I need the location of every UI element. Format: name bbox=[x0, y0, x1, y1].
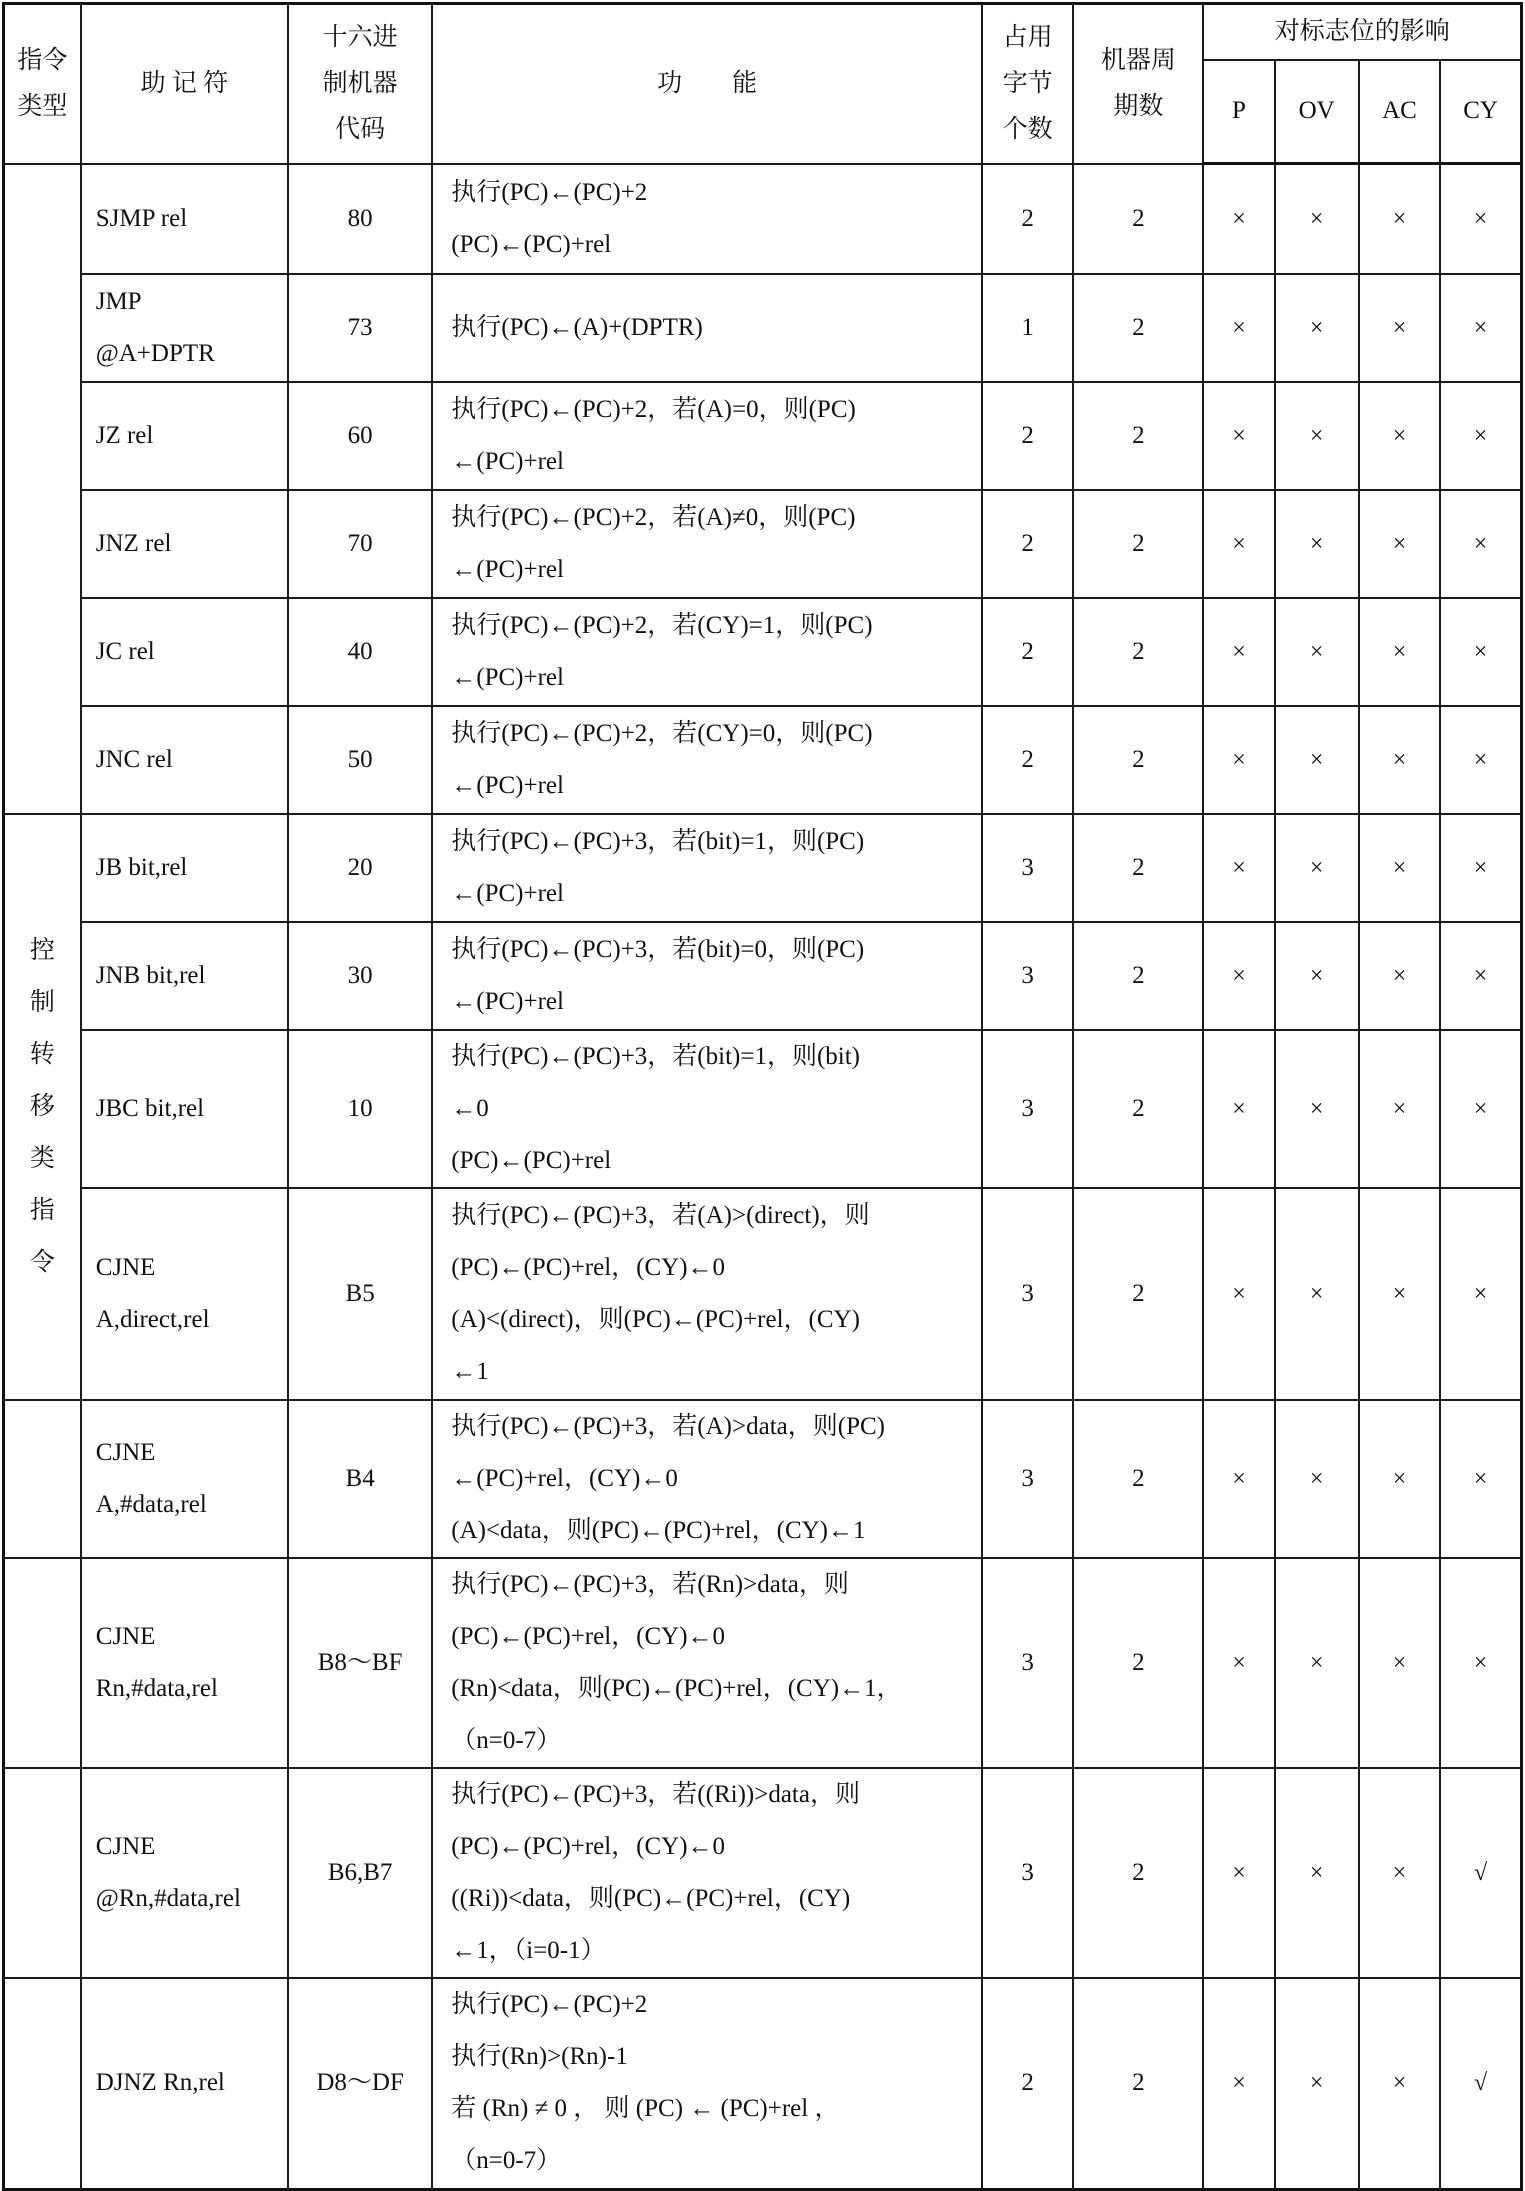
table-row bbox=[4, 1400, 1522, 1558]
function-line: 执行(PC)←(PC)+2 bbox=[451, 178, 648, 206]
header-type-col: 指令 类型 bbox=[4, 4, 81, 164]
flag-ac-cell: × bbox=[1359, 1768, 1440, 1978]
flag-cy-cell: × bbox=[1440, 598, 1521, 706]
mnemonic-line: CJNE bbox=[95, 1253, 156, 1281]
function-line: ←0 bbox=[451, 1094, 489, 1122]
table-row bbox=[4, 382, 1522, 490]
cycles-cell: 2 bbox=[1073, 1188, 1203, 1400]
mnemonic-line: JNB bit,rel bbox=[95, 961, 206, 989]
table-row bbox=[4, 1558, 1522, 1768]
mnemonic-line: DJNZ Rn,rel bbox=[95, 2069, 225, 2097]
bytes-cell: 2 bbox=[982, 164, 1073, 274]
function-cell bbox=[432, 382, 982, 490]
category-char: 制 bbox=[29, 988, 55, 1016]
flag-p-cell: × bbox=[1203, 382, 1274, 490]
mnemonic-line: A,direct,rel bbox=[95, 1305, 210, 1333]
flag-p-cell: × bbox=[1203, 922, 1274, 1030]
cycles-cell: 2 bbox=[1073, 274, 1203, 382]
function-line: 执行(PC)←(PC)+3，若(bit)=1，则(PC) bbox=[451, 827, 865, 855]
flag-ov-cell: × bbox=[1275, 1978, 1359, 2190]
table-row bbox=[4, 1978, 1522, 2190]
function-cell bbox=[432, 1030, 982, 1188]
category-char: 指 bbox=[29, 1196, 55, 1224]
header-bytes: 占用 字节 个数 bbox=[982, 4, 1073, 164]
cycles-cell: 2 bbox=[1073, 382, 1203, 490]
hex-code-cell: 80 bbox=[288, 164, 432, 274]
function-line: 执行(PC)←(PC)+3，若(A)>data，则(PC) bbox=[451, 1412, 885, 1440]
function-line: 执行(PC)←(PC)+2，若(A)≠0，则(PC) bbox=[451, 503, 856, 531]
flag-ov-cell: × bbox=[1275, 274, 1359, 382]
function-line: (A)<(direct)，则(PC)←(PC)+rel，(CY) bbox=[451, 1305, 860, 1333]
flag-p-cell: × bbox=[1203, 1558, 1274, 1768]
category-char: 控 bbox=[29, 936, 55, 964]
bytes-cell: 2 bbox=[982, 1978, 1073, 2190]
flag-cy-cell: × bbox=[1440, 1400, 1521, 1558]
hex-code-cell: B8～BF bbox=[288, 1558, 432, 1768]
table-row bbox=[4, 164, 1522, 274]
function-cell bbox=[432, 706, 982, 814]
flag-p-cell: × bbox=[1203, 274, 1274, 382]
function-cell bbox=[432, 1558, 982, 1768]
flag-cy-cell: × bbox=[1440, 274, 1521, 382]
category-cell bbox=[4, 164, 81, 814]
header-hex-code: 十六进 制机器 代码 bbox=[288, 4, 432, 164]
bytes-cell: 2 bbox=[982, 598, 1073, 706]
flag-ov-cell: × bbox=[1275, 382, 1359, 490]
flag-p-cell: × bbox=[1203, 1030, 1274, 1188]
table-row bbox=[4, 706, 1522, 814]
bytes-cell: 2 bbox=[982, 706, 1073, 814]
category-char: 类 bbox=[29, 1144, 55, 1172]
cycles-cell: 2 bbox=[1073, 814, 1203, 922]
header-flags-group: 对标志位的影响 bbox=[1203, 4, 1521, 60]
flag-p-cell: × bbox=[1203, 1978, 1274, 2190]
header-cycles: 机器周 期数 bbox=[1073, 4, 1203, 164]
bytes-cell: 3 bbox=[982, 1558, 1073, 1768]
flag-cy-cell: × bbox=[1440, 490, 1521, 598]
hex-code-cell: B5 bbox=[288, 1188, 432, 1400]
function-cell bbox=[432, 1768, 982, 1978]
function-line: ←(PC)+rel bbox=[451, 771, 564, 799]
function-cell bbox=[432, 1978, 982, 2190]
category-cell bbox=[4, 1558, 81, 1768]
mnemonic-cell bbox=[81, 1978, 288, 2190]
mnemonic-line: JNZ rel bbox=[95, 529, 172, 557]
flag-ov-cell: × bbox=[1275, 814, 1359, 922]
function-cell bbox=[432, 490, 982, 598]
flag-ov-cell: × bbox=[1275, 490, 1359, 598]
table-row bbox=[4, 274, 1522, 382]
function-line: 执行(PC)←(PC)+2 bbox=[451, 1991, 648, 2019]
category-cell bbox=[4, 814, 81, 1400]
cycles-cell: 2 bbox=[1073, 164, 1203, 274]
category-char: 转 bbox=[29, 1040, 55, 1068]
table-row bbox=[4, 814, 1522, 922]
function-line: ←(PC)+rel bbox=[451, 879, 564, 907]
hex-code-cell: B6,B7 bbox=[288, 1768, 432, 1978]
bytes-cell: 2 bbox=[982, 490, 1073, 598]
function-line: (PC)←(PC)+rel bbox=[451, 230, 612, 258]
flag-ac-cell: × bbox=[1359, 382, 1440, 490]
hex-code-cell: D8～DF bbox=[288, 1978, 432, 2190]
flag-ov-cell: × bbox=[1275, 706, 1359, 814]
flag-cy-cell: × bbox=[1440, 706, 1521, 814]
mnemonic-cell bbox=[81, 274, 288, 382]
bytes-cell: 3 bbox=[982, 1400, 1073, 1558]
mnemonic-line: @Rn,#data,rel bbox=[95, 1884, 241, 1912]
flag-ac-cell: × bbox=[1359, 922, 1440, 1030]
function-line: ←(PC)+rel bbox=[451, 555, 564, 583]
mnemonic-cell bbox=[81, 922, 288, 1030]
bytes-cell: 3 bbox=[982, 1768, 1073, 1978]
category-cell bbox=[4, 1768, 81, 1978]
flag-ov-cell: × bbox=[1275, 1030, 1359, 1188]
flag-ac-cell: × bbox=[1359, 1558, 1440, 1768]
flag-p-cell: × bbox=[1203, 814, 1274, 922]
table-row bbox=[4, 922, 1522, 1030]
flag-ac-cell: × bbox=[1359, 598, 1440, 706]
cycles-cell: 2 bbox=[1073, 1030, 1203, 1188]
function-line: ←(PC)+rel bbox=[451, 663, 564, 691]
header-flag-ov: OV bbox=[1275, 60, 1359, 164]
cycles-cell: 2 bbox=[1073, 490, 1203, 598]
cycles-cell: 2 bbox=[1073, 922, 1203, 1030]
flag-ac-cell: × bbox=[1359, 1978, 1440, 2190]
flag-cy-cell: × bbox=[1440, 1188, 1521, 1400]
mnemonic-line: CJNE bbox=[95, 1832, 156, 1860]
table-row bbox=[4, 598, 1522, 706]
flag-ac-cell: × bbox=[1359, 164, 1440, 274]
mnemonic-line: @A+DPTR bbox=[95, 339, 215, 367]
flag-p-cell: × bbox=[1203, 490, 1274, 598]
category-cell bbox=[4, 1400, 81, 1558]
category-char: 移 bbox=[29, 1092, 55, 1120]
function-line: 执行(Rn)>(Rn)-1 bbox=[451, 2043, 628, 2071]
bytes-cell: 3 bbox=[982, 1030, 1073, 1188]
flag-ac-cell: × bbox=[1359, 1188, 1440, 1400]
bytes-cell: 3 bbox=[982, 1188, 1073, 1400]
flag-cy-cell: × bbox=[1440, 1030, 1521, 1188]
function-line: 执行(PC)←(PC)+2，若(A)=0，则(PC) bbox=[451, 395, 856, 423]
flag-ov-cell: × bbox=[1275, 1558, 1359, 1768]
function-cell bbox=[432, 598, 982, 706]
cycles-cell: 2 bbox=[1073, 1978, 1203, 2190]
function-line: (PC)←(PC)+rel bbox=[451, 1146, 612, 1174]
function-line: （n=0-7） bbox=[451, 2147, 562, 2175]
cycles-cell: 2 bbox=[1073, 1558, 1203, 1768]
function-line: 执行(PC)←(PC)+3，若(Rn)>data，则 bbox=[451, 1570, 849, 1598]
function-cell bbox=[432, 1188, 982, 1400]
mnemonic-cell bbox=[81, 598, 288, 706]
cycles-cell: 2 bbox=[1073, 1400, 1203, 1558]
flag-p-cell: × bbox=[1203, 164, 1274, 274]
header-flag-cy: CY bbox=[1440, 60, 1521, 164]
function-line: （n=0-7） bbox=[451, 1726, 562, 1754]
mnemonic-line: JMP bbox=[95, 287, 142, 315]
flag-p-cell: × bbox=[1203, 598, 1274, 706]
hex-code-cell: 20 bbox=[288, 814, 432, 922]
function-line: 执行(PC)←(PC)+2，若(CY)=0，则(PC) bbox=[451, 719, 873, 747]
flag-ac-cell: × bbox=[1359, 1400, 1440, 1558]
function-line: ←(PC)+rel bbox=[451, 447, 564, 475]
function-line: (PC)←(PC)+rel，(CY)←0 bbox=[451, 1253, 726, 1281]
function-line: 执行(PC)←(PC)+2，若(CY)=1，则(PC) bbox=[451, 611, 873, 639]
bytes-cell: 2 bbox=[982, 382, 1073, 490]
function-line: 若 (Rn) ≠ 0 ， 则 (PC) ← (PC)+rel ， bbox=[451, 2095, 840, 2123]
flag-p-cell: × bbox=[1203, 706, 1274, 814]
function-line: (A)<data，则(PC)←(PC)+rel，(CY)←1 bbox=[451, 1516, 866, 1544]
cycles-cell: 2 bbox=[1073, 1768, 1203, 1978]
flag-p-cell: × bbox=[1203, 1768, 1274, 1978]
function-line: ←1 bbox=[451, 1357, 489, 1385]
flag-ac-cell: × bbox=[1359, 490, 1440, 598]
mnemonic-line: JC rel bbox=[95, 637, 155, 665]
function-line: ((Ri))<data，则(PC)←(PC)+rel，(CY) bbox=[451, 1884, 851, 1912]
hex-code-cell: 10 bbox=[288, 1030, 432, 1188]
flag-cy-cell: √ bbox=[1440, 1768, 1521, 1978]
category-char: 令 bbox=[29, 1248, 55, 1276]
flag-ac-cell: × bbox=[1359, 1030, 1440, 1188]
hex-code-cell: B4 bbox=[288, 1400, 432, 1558]
category-cell bbox=[4, 1978, 81, 2190]
flag-cy-cell: × bbox=[1440, 1558, 1521, 1768]
mnemonic-line: JB bit,rel bbox=[95, 853, 188, 881]
hex-code-cell: 30 bbox=[288, 922, 432, 1030]
function-cell bbox=[432, 814, 982, 922]
function-line: 执行(PC)←(PC)+3，若(bit)=0，则(PC) bbox=[451, 935, 865, 963]
flag-ov-cell: × bbox=[1275, 1400, 1359, 1558]
function-line: (PC)←(PC)+rel，(CY)←0 bbox=[451, 1622, 726, 1650]
function-cell bbox=[432, 1400, 982, 1558]
bytes-cell: 1 bbox=[982, 274, 1073, 382]
flag-ov-cell: × bbox=[1275, 922, 1359, 1030]
table-row bbox=[4, 1768, 1522, 1978]
function-line: 执行(PC)←(PC)+3，若((Ri))>data，则 bbox=[451, 1780, 860, 1808]
flag-cy-cell: × bbox=[1440, 164, 1521, 274]
mnemonic-cell bbox=[81, 706, 288, 814]
table-row bbox=[4, 490, 1522, 598]
flag-ac-cell: × bbox=[1359, 814, 1440, 922]
mnemonic-line: CJNE bbox=[95, 1438, 156, 1466]
cycles-cell: 2 bbox=[1073, 598, 1203, 706]
table-row bbox=[4, 1188, 1522, 1400]
mnemonic-line: JNC rel bbox=[95, 745, 173, 773]
flag-cy-cell: × bbox=[1440, 814, 1521, 922]
function-line: (Rn)<data，则(PC)←(PC)+rel，(CY)←1， bbox=[451, 1674, 902, 1702]
flag-ac-cell: × bbox=[1359, 274, 1440, 382]
header-flag-p: P bbox=[1203, 60, 1274, 164]
flag-p-cell: × bbox=[1203, 1400, 1274, 1558]
mnemonic-cell bbox=[81, 1768, 288, 1978]
instruction-table bbox=[2, 2, 1523, 2191]
table-body bbox=[4, 164, 1522, 2190]
header-function: 功 能 bbox=[432, 4, 982, 164]
function-cell bbox=[432, 274, 982, 382]
hex-code-cell: 40 bbox=[288, 598, 432, 706]
mnemonic-line: JBC bit,rel bbox=[95, 1094, 205, 1122]
mnemonic-cell bbox=[81, 490, 288, 598]
bytes-cell: 3 bbox=[982, 922, 1073, 1030]
hex-code-cell: 73 bbox=[288, 274, 432, 382]
function-line: ←(PC)+rel，(CY)←0 bbox=[451, 1464, 678, 1492]
mnemonic-cell bbox=[81, 1188, 288, 1400]
function-line: ←(PC)+rel bbox=[451, 987, 564, 1015]
mnemonic-line: SJMP rel bbox=[95, 204, 188, 232]
function-cell bbox=[432, 164, 982, 274]
flag-cy-cell: √ bbox=[1440, 1978, 1521, 2190]
mnemonic-cell bbox=[81, 164, 288, 274]
function-line: 执行(PC)←(A)+(DPTR) bbox=[451, 313, 703, 341]
header-mnemonic: 助 记 符 bbox=[81, 4, 288, 164]
flag-ov-cell: × bbox=[1275, 1768, 1359, 1978]
mnemonic-cell bbox=[81, 382, 288, 490]
hex-code-cell: 50 bbox=[288, 706, 432, 814]
flag-cy-cell: × bbox=[1440, 382, 1521, 490]
flag-ov-cell: × bbox=[1275, 164, 1359, 274]
mnemonic-line: CJNE bbox=[95, 1622, 156, 1650]
table-row bbox=[4, 1030, 1522, 1188]
flag-cy-cell: × bbox=[1440, 922, 1521, 1030]
mnemonic-cell bbox=[81, 814, 288, 922]
mnemonic-cell bbox=[81, 1400, 288, 1558]
header-flag-ac: AC bbox=[1359, 60, 1440, 164]
mnemonic-line: Rn,#data,rel bbox=[95, 1674, 218, 1702]
mnemonic-line: A,#data,rel bbox=[95, 1490, 207, 1518]
mnemonic-cell bbox=[81, 1030, 288, 1188]
flag-ov-cell: × bbox=[1275, 1188, 1359, 1400]
flag-ac-cell: × bbox=[1359, 706, 1440, 814]
flag-p-cell: × bbox=[1203, 1188, 1274, 1400]
function-line: 执行(PC)←(PC)+3，若(A)>(direct)，则 bbox=[451, 1201, 870, 1229]
function-line: ←1，（i=0-1） bbox=[451, 1936, 606, 1964]
function-line: (PC)←(PC)+rel，(CY)←0 bbox=[451, 1832, 726, 1860]
mnemonic-cell bbox=[81, 1558, 288, 1768]
cycles-cell: 2 bbox=[1073, 706, 1203, 814]
function-cell bbox=[432, 922, 982, 1030]
hex-code-cell: 60 bbox=[288, 382, 432, 490]
bytes-cell: 3 bbox=[982, 814, 1073, 922]
flag-ov-cell: × bbox=[1275, 598, 1359, 706]
mnemonic-line: JZ rel bbox=[95, 421, 154, 449]
hex-code-cell: 70 bbox=[288, 490, 432, 598]
function-line: 执行(PC)←(PC)+3，若(bit)=1，则(bit) bbox=[451, 1042, 860, 1070]
